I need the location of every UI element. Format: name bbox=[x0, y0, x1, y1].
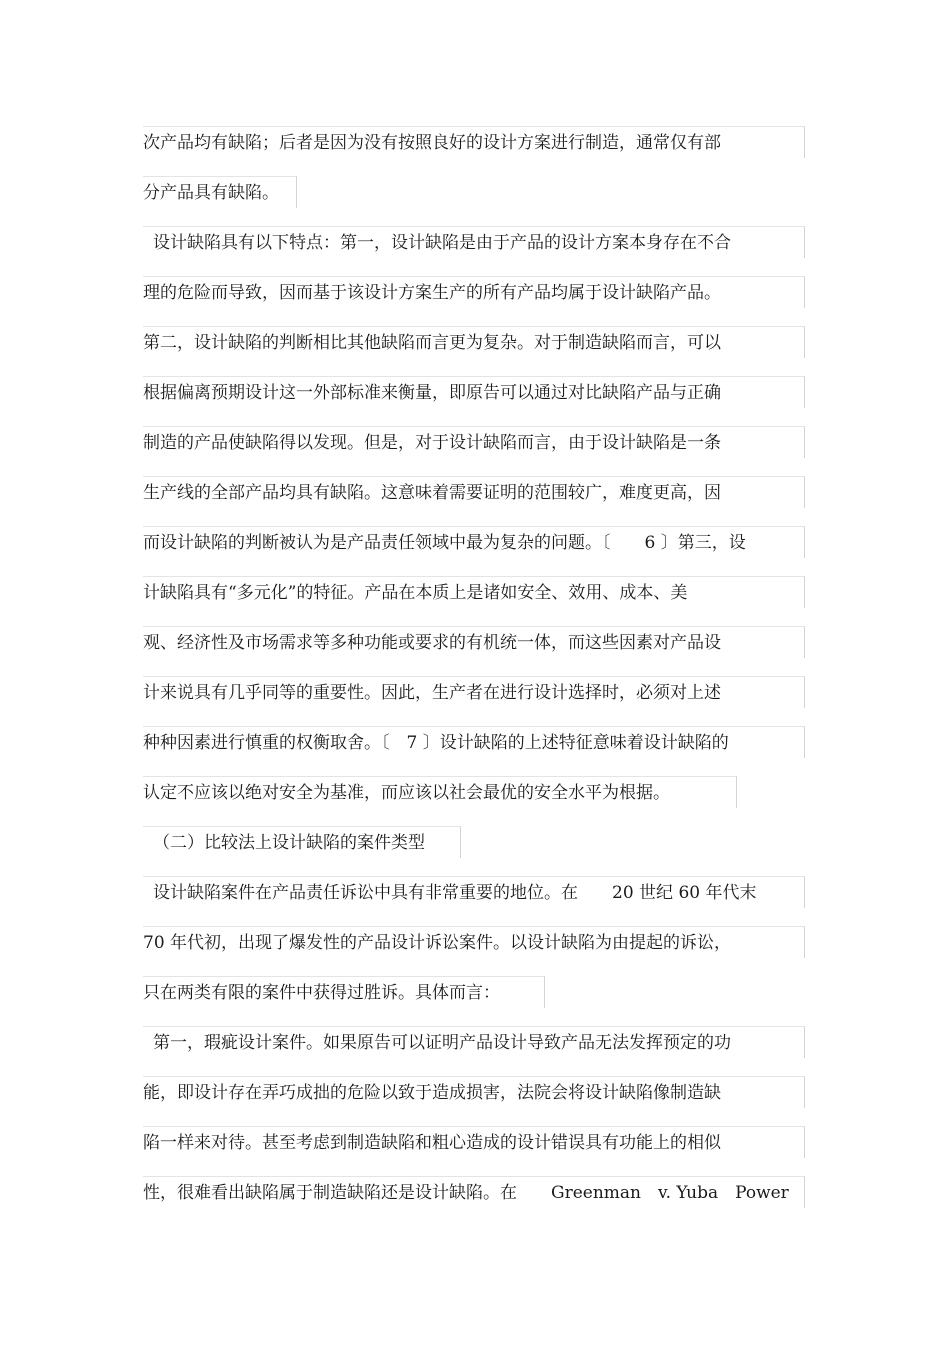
text-line: 第一，瑕疵设计案件。如果原告可以证明产品设计导致产品无法发挥预定的功 bbox=[143, 1026, 805, 1058]
text-line: 观、经济性及市场需求等多种功能或要求的有机统一体，而这些因素对产品设 bbox=[143, 626, 805, 658]
text-line: 计缺陷具有“多元化”的特征。产品在本质上是诸如安全、效用、成本、美 bbox=[143, 576, 805, 608]
text-line: 设计缺陷具有以下特点：第一，设计缺陷是由于产品的设计方案本身存在不合 bbox=[143, 226, 805, 258]
text-line: 制造的产品使缺陷得以发现。但是，对于设计缺陷而言，由于设计缺陷是一条 bbox=[143, 426, 805, 458]
text-line: 认定不应该以绝对安全为基准，而应该以社会最优的安全水平为根据。 bbox=[143, 776, 737, 808]
text-line: 70 年代初，出现了爆发性的产品设计诉讼案件。以设计缺陷为由提起的诉讼， bbox=[143, 926, 805, 958]
text-line: 设计缺陷案件在产品责任诉讼中具有非常重要的地位。在 20 世纪 60 年代末 bbox=[143, 876, 805, 908]
text-line: 性，很难看出缺陷属于制造缺陷还是设计缺陷。在 Greenman v. Yuba Power bbox=[143, 1176, 805, 1208]
text-line: 计来说具有几乎同等的重要性。因此，生产者在进行设计选择时，必须对上述 bbox=[143, 676, 805, 708]
text-line: 第二，设计缺陷的判断相比其他缺陷而言更为复杂。对于制造缺陷而言，可以 bbox=[143, 326, 805, 358]
text-line: 种种因素进行慎重的权衡取舍。〔 7 〕设计缺陷的上述特征意味着设计缺陷的 bbox=[143, 726, 805, 758]
text-line: 根据偏离预期设计这一外部标准来衡量，即原告可以通过对比缺陷产品与正确 bbox=[143, 376, 805, 408]
text-line: 次产品均有缺陷；后者是因为没有按照良好的设计方案进行制造，通常仅有部 bbox=[143, 126, 805, 158]
text-line: 而设计缺陷的判断被认为是产品责任领域中最为复杂的问题。〔 6 〕第三，设 bbox=[143, 526, 805, 558]
text-line: 理的危险而导致，因而基于该设计方案生产的所有产品均属于设计缺陷产品。 bbox=[143, 276, 805, 308]
text-line: 生产线的全部产品均具有缺陷。这意味着需要证明的范围较广，难度更高，因 bbox=[143, 476, 805, 508]
text-line: 只在两类有限的案件中获得过胜诉。具体而言： bbox=[143, 976, 545, 1008]
section-heading: （二）比较法上设计缺陷的案件类型 bbox=[143, 826, 461, 858]
text-line: 分产品具有缺陷。 bbox=[143, 176, 297, 208]
text-line: 陷一样来对待。甚至考虑到制造缺陷和粗心造成的设计错误具有功能上的相似 bbox=[143, 1126, 805, 1158]
text-line: 能，即设计存在弄巧成拙的危险以致于造成损害，法院会将设计缺陷像制造缺 bbox=[143, 1076, 805, 1108]
